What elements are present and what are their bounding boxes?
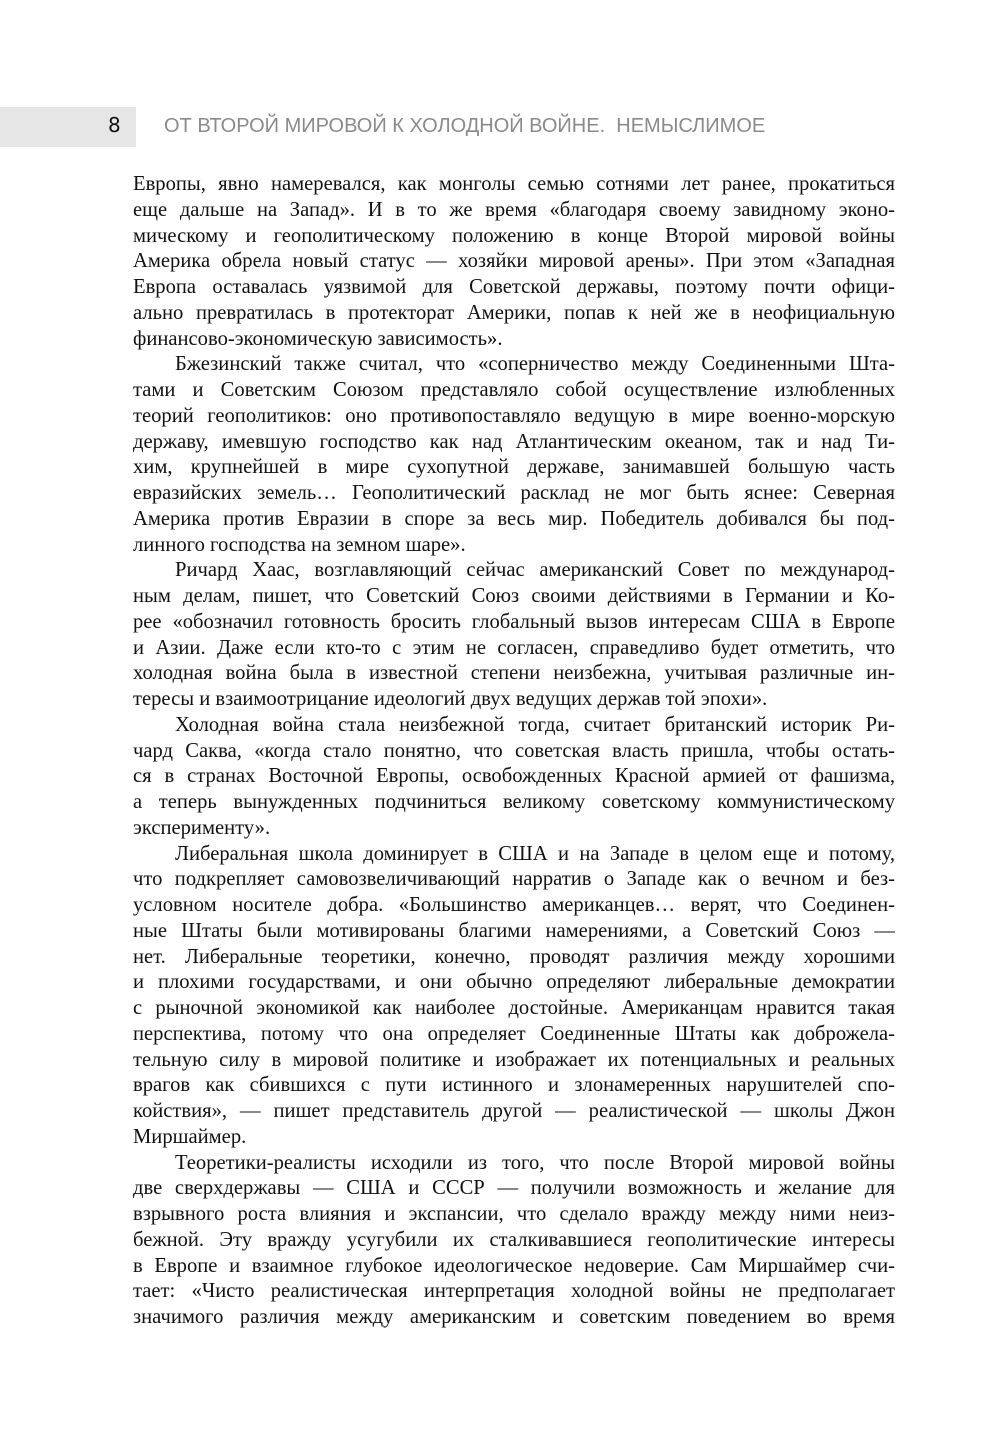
text-line: условном носителе добра. «Большинство американцев… верят, что Соединен-: [133, 894, 895, 916]
text-line: бежной. Эту вражду усугубили их сталкивавшиеся геополитические интересы: [133, 1228, 895, 1251]
text-line: финансово-экономическую зависимость».: [133, 327, 503, 350]
text-line: перспектива, потому что она определяет Соединенные Штаты как доброжела-: [133, 1022, 895, 1045]
paragraph: [133, 352, 895, 558]
text-line: врагов как сбившихся с пути истинного и злонамеренных нарушителей спо-: [133, 1074, 895, 1097]
text-line: евразийских земель… Геополитический расклад не мог быть яснее: Северная: [133, 482, 895, 504]
text-line: Бжезинский также считал, что «соперничество между Соединенными Шта-: [175, 353, 895, 376]
text-line: державу, имевшую господство как над Атлантическим океаном, так и над Ти-: [133, 430, 895, 453]
text-line: хим, крупнейшей в мире сухопутной державе, занимавшей большую часть: [133, 456, 895, 479]
text-line: Теоретики-реалисты исходили из того, что после Второй мировой войны: [175, 1151, 895, 1174]
text-line: с рыночной экономикой как наиболее достойные. Американцам нравится такая: [133, 997, 895, 1019]
paragraph: [133, 1151, 895, 1331]
text-line: ным делам, пишет, что Советский Союз своими действиями в Германии и Ко-: [133, 585, 895, 607]
text-line: ся в странах Восточной Европы, освобожденных Красной армией от фашизма,: [133, 765, 895, 788]
paragraph: [133, 172, 895, 352]
paragraph: [133, 842, 895, 1151]
page-number: 8: [108, 113, 121, 137]
text-line: Ричард Хаас, возглавляющий сейчас американский Совет по международ-: [175, 559, 895, 582]
text-line: в Европе и взаимное глубокое идеологическое недоверие. Сам Миршаймер счи-: [133, 1254, 895, 1277]
text-line: мическому и геополитическому положению в конце Второй мировой войны: [133, 224, 895, 247]
text-line: взрывного роста влияния и экспансии, что сделало вражду между ними неиз-: [133, 1203, 895, 1225]
paragraph: [133, 713, 895, 842]
text-line: Либеральная школа доминирует в США и на Западе в целом еще и потому,: [175, 842, 895, 865]
text-line: две сверхдержавы — США и СССР — получили возможность и желание для: [133, 1177, 895, 1200]
text-line: Америка против Евразии в споре за весь мир. Победитель добивался бы под-: [133, 507, 895, 530]
text-line: теорий геополитиков: оно противопоставляло ведущую в мире военно-морскую: [133, 404, 895, 427]
text-line: а теперь вынужденных подчиниться великому советскому коммунистическому: [133, 791, 895, 813]
text-line: и Азии. Даже если кто-то с этим не согласен, справедливо будет отметить, что: [133, 636, 895, 659]
text-line: линного господства на земном шаре».: [133, 533, 466, 556]
text-line: тересы и взаимоотрицание идеологий двух ведущих держав той эпохи».: [133, 688, 768, 710]
text-line: Европы, явно намеревался, как монголы семью сотнями лет ранее, прокатиться: [133, 173, 895, 195]
text-line: ные Штаты были мотивированы благими намерениями, а Советский Союз —: [133, 919, 895, 942]
text-line: Миршаймер.: [133, 1125, 247, 1148]
text-line: Холодная война стала неизбежной тогда, считает британский историк Ри-: [175, 713, 895, 736]
text-line: тельную силу в мировой политике и изображает их потенциальных и реальных: [133, 1048, 895, 1071]
running-title: ОТ ВТОРОЙ МИРОВОЙ К ХОЛОДНОЙ ВОЙНЕ. НЕМЫСЛИМОЕ: [164, 115, 766, 137]
text-line: ально превратилась в протекторат Америки, попав к ней же в неофициальную: [133, 301, 895, 324]
text-line: Америка обрела новый статус — хозяйки мировой арены». При этом «Западная: [133, 250, 895, 273]
text-line: эксперименту».: [133, 816, 271, 839]
text-line: холодная война была в известной степени неизбежна, учитывая различные ин-: [133, 662, 895, 685]
paragraph: [133, 558, 895, 713]
text-line: нет. Либеральные теоретики, конечно, проводят различия между хорошими: [133, 945, 895, 968]
text-line: что подкрепляет самовозвеличивающий нарратив о Западе как о вечном и без-: [133, 868, 895, 891]
text-line: и плохими государствами, и они обычно определяют либеральные демократии: [133, 971, 895, 994]
text-line: рее «обозначил готовность бросить глобальный вызов интересам США в Европе: [133, 610, 895, 633]
text-line: тами и Советским Союзом представляло собой осуществление излюбленных: [133, 379, 895, 401]
text-line: тает: «Чисто реалистическая интерпретация холодной войны не предполагает: [133, 1280, 895, 1303]
text-line: чард Саква, «когда стало понятно, что советская власть пришла, чтобы остать-: [133, 739, 895, 762]
text-line: койствия», — пишет представитель другой — реалистической — школы Джон: [133, 1100, 895, 1122]
text-line: Европа оставалась уязвимой для Советской державы, поэтому почти офици-: [133, 276, 895, 298]
text-line: еще дальше на Запад». И в то же время «благодаря своему завидному эконо-: [133, 198, 895, 221]
body-text: [133, 172, 895, 1331]
text-line: значимого различия между американским и советским поведением во время: [133, 1306, 895, 1328]
